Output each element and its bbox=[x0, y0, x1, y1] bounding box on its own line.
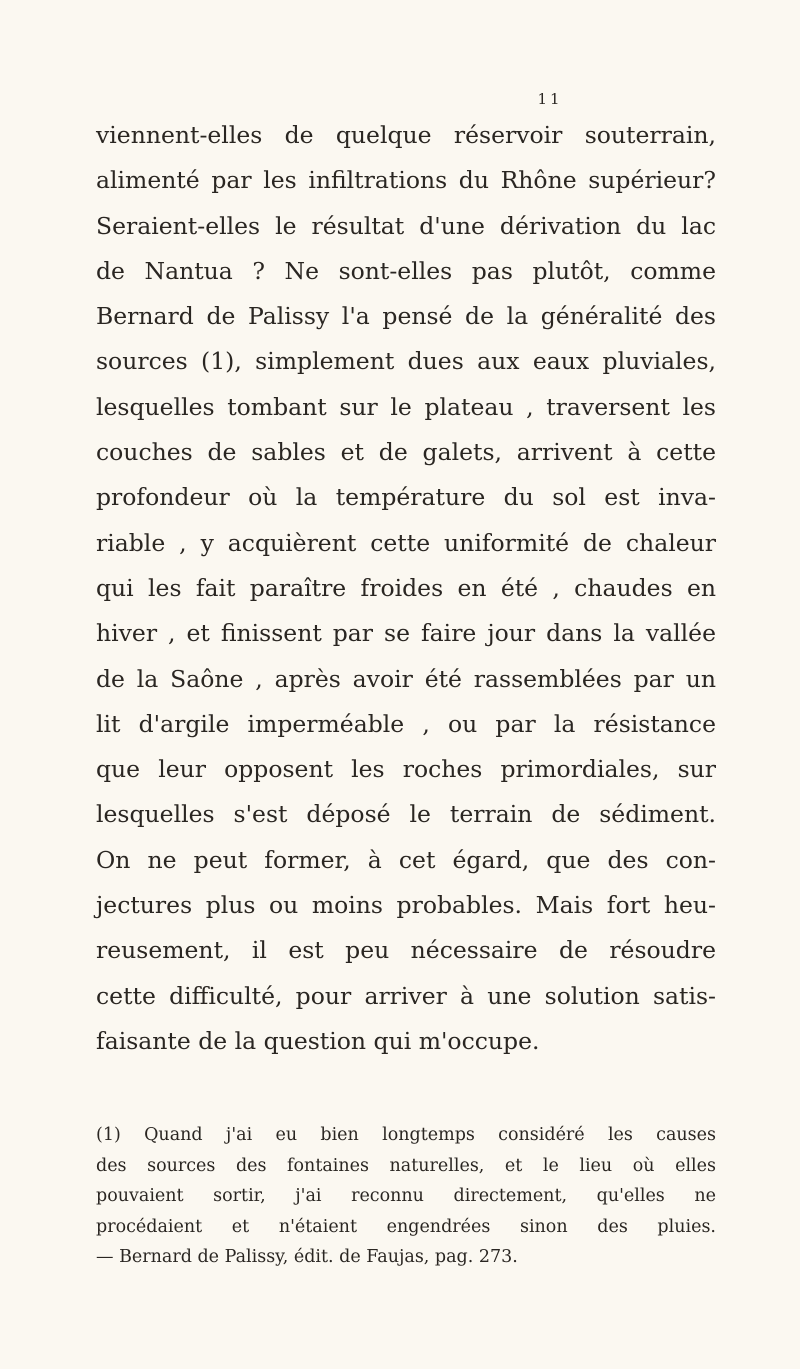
footnote bbox=[96, 1120, 716, 1273]
text-line: lit d'argile imperméable , ou par la résistance bbox=[96, 709, 716, 738]
footnote-line: (1) Quand j'ai eu bien longtemps considéré les causes bbox=[96, 1125, 716, 1145]
text-line: reusement, il est peu nécessaire de résoudre bbox=[96, 936, 716, 965]
text-line: que leur opposent les roches primordiales, sur bbox=[96, 755, 716, 784]
text-line: qui les fait paraître froides en été , chaudes en bbox=[96, 573, 716, 602]
text-line: sources (1), simplement dues aux eaux pluviales, bbox=[96, 347, 716, 376]
footnote-line: — Bernard de Palissy, édit. de Faujas, pag. 273. bbox=[96, 1247, 518, 1268]
text-line: Bernard de Palissy l'a pensé de la généralité des bbox=[96, 302, 716, 331]
footnote-line: pouvaient sortir, j'ai reconnu directement, qu'elles ne bbox=[96, 1186, 716, 1207]
text-line: couches de sables et de galets, arrivent à cette bbox=[96, 438, 716, 467]
text-line: lesquelles tombant sur le plateau , traversent les bbox=[96, 392, 716, 421]
text-line: de la Saône , après avoir été rassemblées par un bbox=[96, 664, 716, 693]
body-text bbox=[96, 113, 716, 1064]
text-line: jectures plus ou moins probables. Mais fort heu- bbox=[96, 891, 716, 920]
text-line: viennent-elles de quelque réservoir souterrain, bbox=[96, 121, 716, 149]
text-line: cette difficulté, pour arriver à une solution satis- bbox=[96, 981, 716, 1010]
page-number: 11 bbox=[537, 90, 563, 108]
text-line: riable , y acquièrent cette uniformité de chaleur bbox=[96, 528, 716, 557]
text-line: hiver , et finissent par se faire jour dans la vallée bbox=[96, 619, 716, 648]
text-line: lesquelles s'est déposé le terrain de sédiment. bbox=[96, 800, 716, 829]
text-line: profondeur où la température du sol est inva- bbox=[96, 483, 716, 512]
text-line: Seraient-elles le résultat d'une dérivation du lac bbox=[96, 211, 716, 240]
text-line: de Nantua ? Ne sont-elles pas plutôt, comme bbox=[96, 256, 716, 285]
footnote-line: des sources des fontaines naturelles, et le lieu où elles bbox=[96, 1155, 716, 1176]
footnote-line: procédaient et n'étaient engendrées sinon des pluies. bbox=[96, 1216, 716, 1237]
text-line: On ne peut former, à cet égard, que des con- bbox=[96, 845, 716, 874]
text-line: alimenté par les infiltrations du Rhône supérieur? bbox=[96, 166, 716, 195]
text-line: faisante de la question qui m'occupe. bbox=[96, 1026, 540, 1055]
